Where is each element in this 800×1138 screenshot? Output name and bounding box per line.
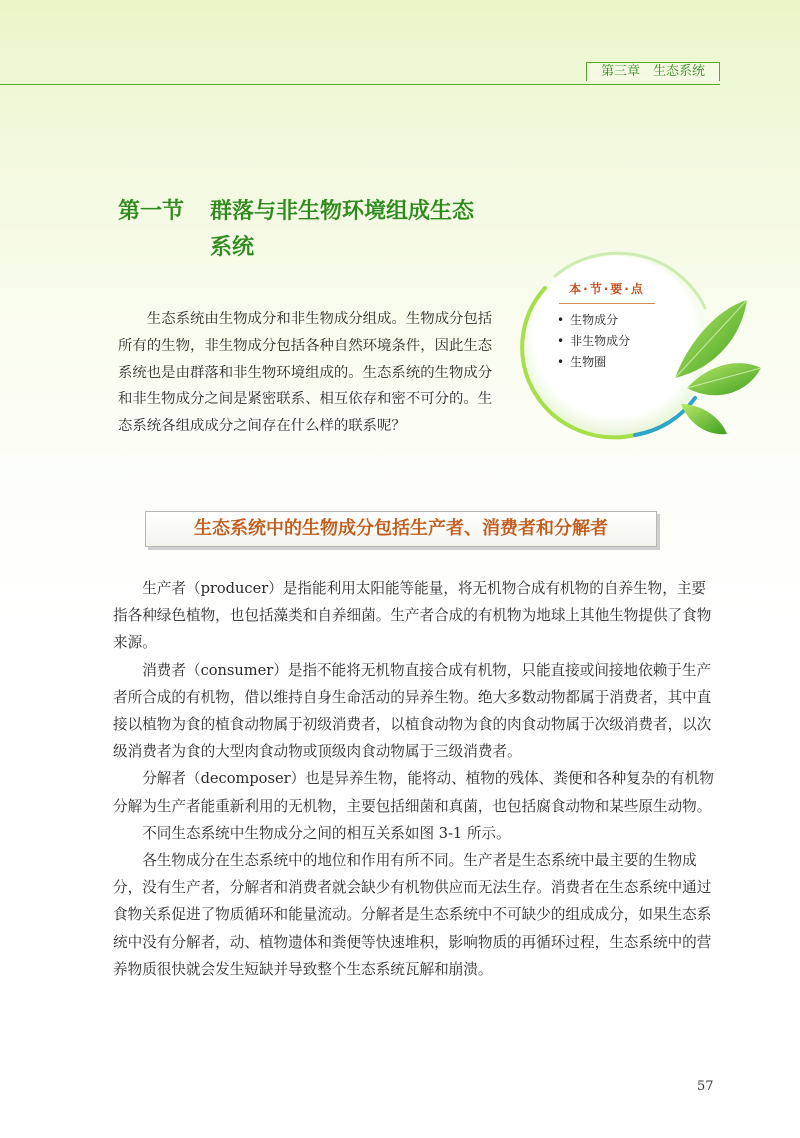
key-points-box	[515, 228, 765, 458]
section-title-line1: 群落与非生物环境组成生态	[210, 199, 475, 224]
section-number: 第一节	[118, 199, 185, 224]
key-point-item: • 生物圈	[557, 352, 630, 373]
paragraph-figure-ref: 不同生态系统中生物成分之间的相互关系如图 3-1 所示。	[142, 824, 511, 842]
leaf-circle-icon	[515, 228, 765, 458]
key-points-heading: 本·节·要·点	[559, 280, 655, 304]
page-number: 57	[697, 1079, 714, 1094]
section-title-line2: 系统	[210, 235, 255, 260]
subsection-heading: 生态系统中的生物成分包括生产者、消费者和分解者	[145, 511, 657, 547]
key-points-list	[557, 310, 630, 373]
paragraph-producer: 生产者（producer）是指能利用太阳能等能量，将无机物合成有机物的自养生物，主要指各种绿色植物，也包括藻类和自养细菌。生产者合成的有机物为地球上其他生物提供了食物来源。	[113, 580, 712, 652]
chapter-label: 第三章 生态系统	[586, 62, 720, 81]
body-text	[113, 575, 717, 983]
key-point-item: • 非生物成分	[557, 331, 630, 352]
key-point-item: • 生物成分	[557, 310, 630, 331]
chapter-header-bar	[0, 64, 720, 85]
paragraph-decomposer: 分解者（decomposer）也是异养生物，能将动、植物的残体、粪便和各种复杂的有机物分解为生产者能重新利用的无机物，主要包括细菌和真菌，也包括腐食动物和某些原生动物。	[113, 770, 714, 815]
intro-paragraph: 生态系统由生物成分和非生物成分组成。生物成分包括所有的生物，非生物成分包括各种自然环境条件，因此生态系统也是由群落和非生物环境组成的。生态系统的生物成分和非生物成分之间是紧密联系、相互依存和密不可分的。生态系统各组成成分之间存在什么样的联系呢？	[118, 311, 493, 435]
paragraph-roles: 各生物成分在生态系统中的地位和作用有所不同。生产者是生态系统中最主要的生物成分，没有生产者，分解者和消费者就会缺少有机物供应而无法生存。消费者在生态系统中通过食物关系促进了物质循环和能量流动。分解者是生态系统中不可缺少的组成成分，如果生态系统中没有分解者，动、植物遗体和粪便等快速堆积，影响物质的再循环过程，生态系统中的营养物质很快就会发生短缺并导致整个生态系统瓦解和崩溃。	[113, 852, 712, 978]
section-title	[118, 194, 518, 266]
paragraph-consumer: 消费者（consumer）是指不能将无机物直接合成有机物，只能直接或间接地依赖于生产者所合成的有机物，借以维持自身生命活动的异养生物。绝大多数动物都属于消费者，其中直接以植物为食的植食动物属于初级消费者，以植食动物为食的肉食动物属于次级消费者，以次级消费者为食的大型肉食动物或顶级肉食动物属于三级消费者。	[113, 661, 712, 761]
